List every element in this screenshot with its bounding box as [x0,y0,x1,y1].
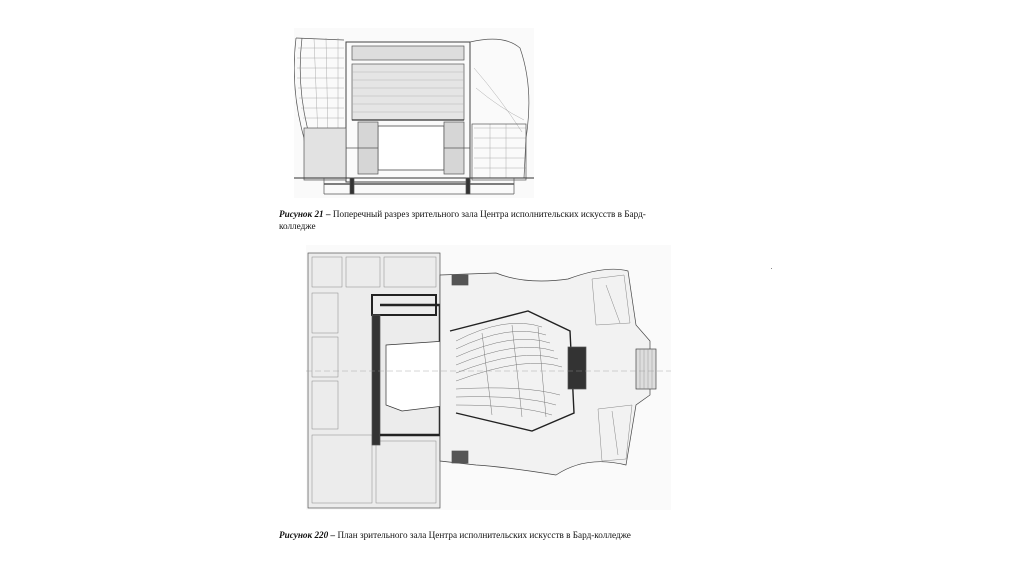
caption-text: Поперечный разрез зрительного зала Центра исполнительских искусств в Бард-колледже [279,209,646,231]
caption-number: Рисунок 21 – [279,209,331,219]
caption-text: План зрительного зала Центра исполнительских искусств в Бард-колледже [335,530,631,540]
stray-mark [771,268,772,269]
figure-caption-2 [279,529,674,541]
section-drawing [294,28,534,198]
figure-caption-1 [279,208,669,232]
caption-number: Рисунок 220 – [279,530,336,540]
floor-plan-drawing [306,245,671,510]
